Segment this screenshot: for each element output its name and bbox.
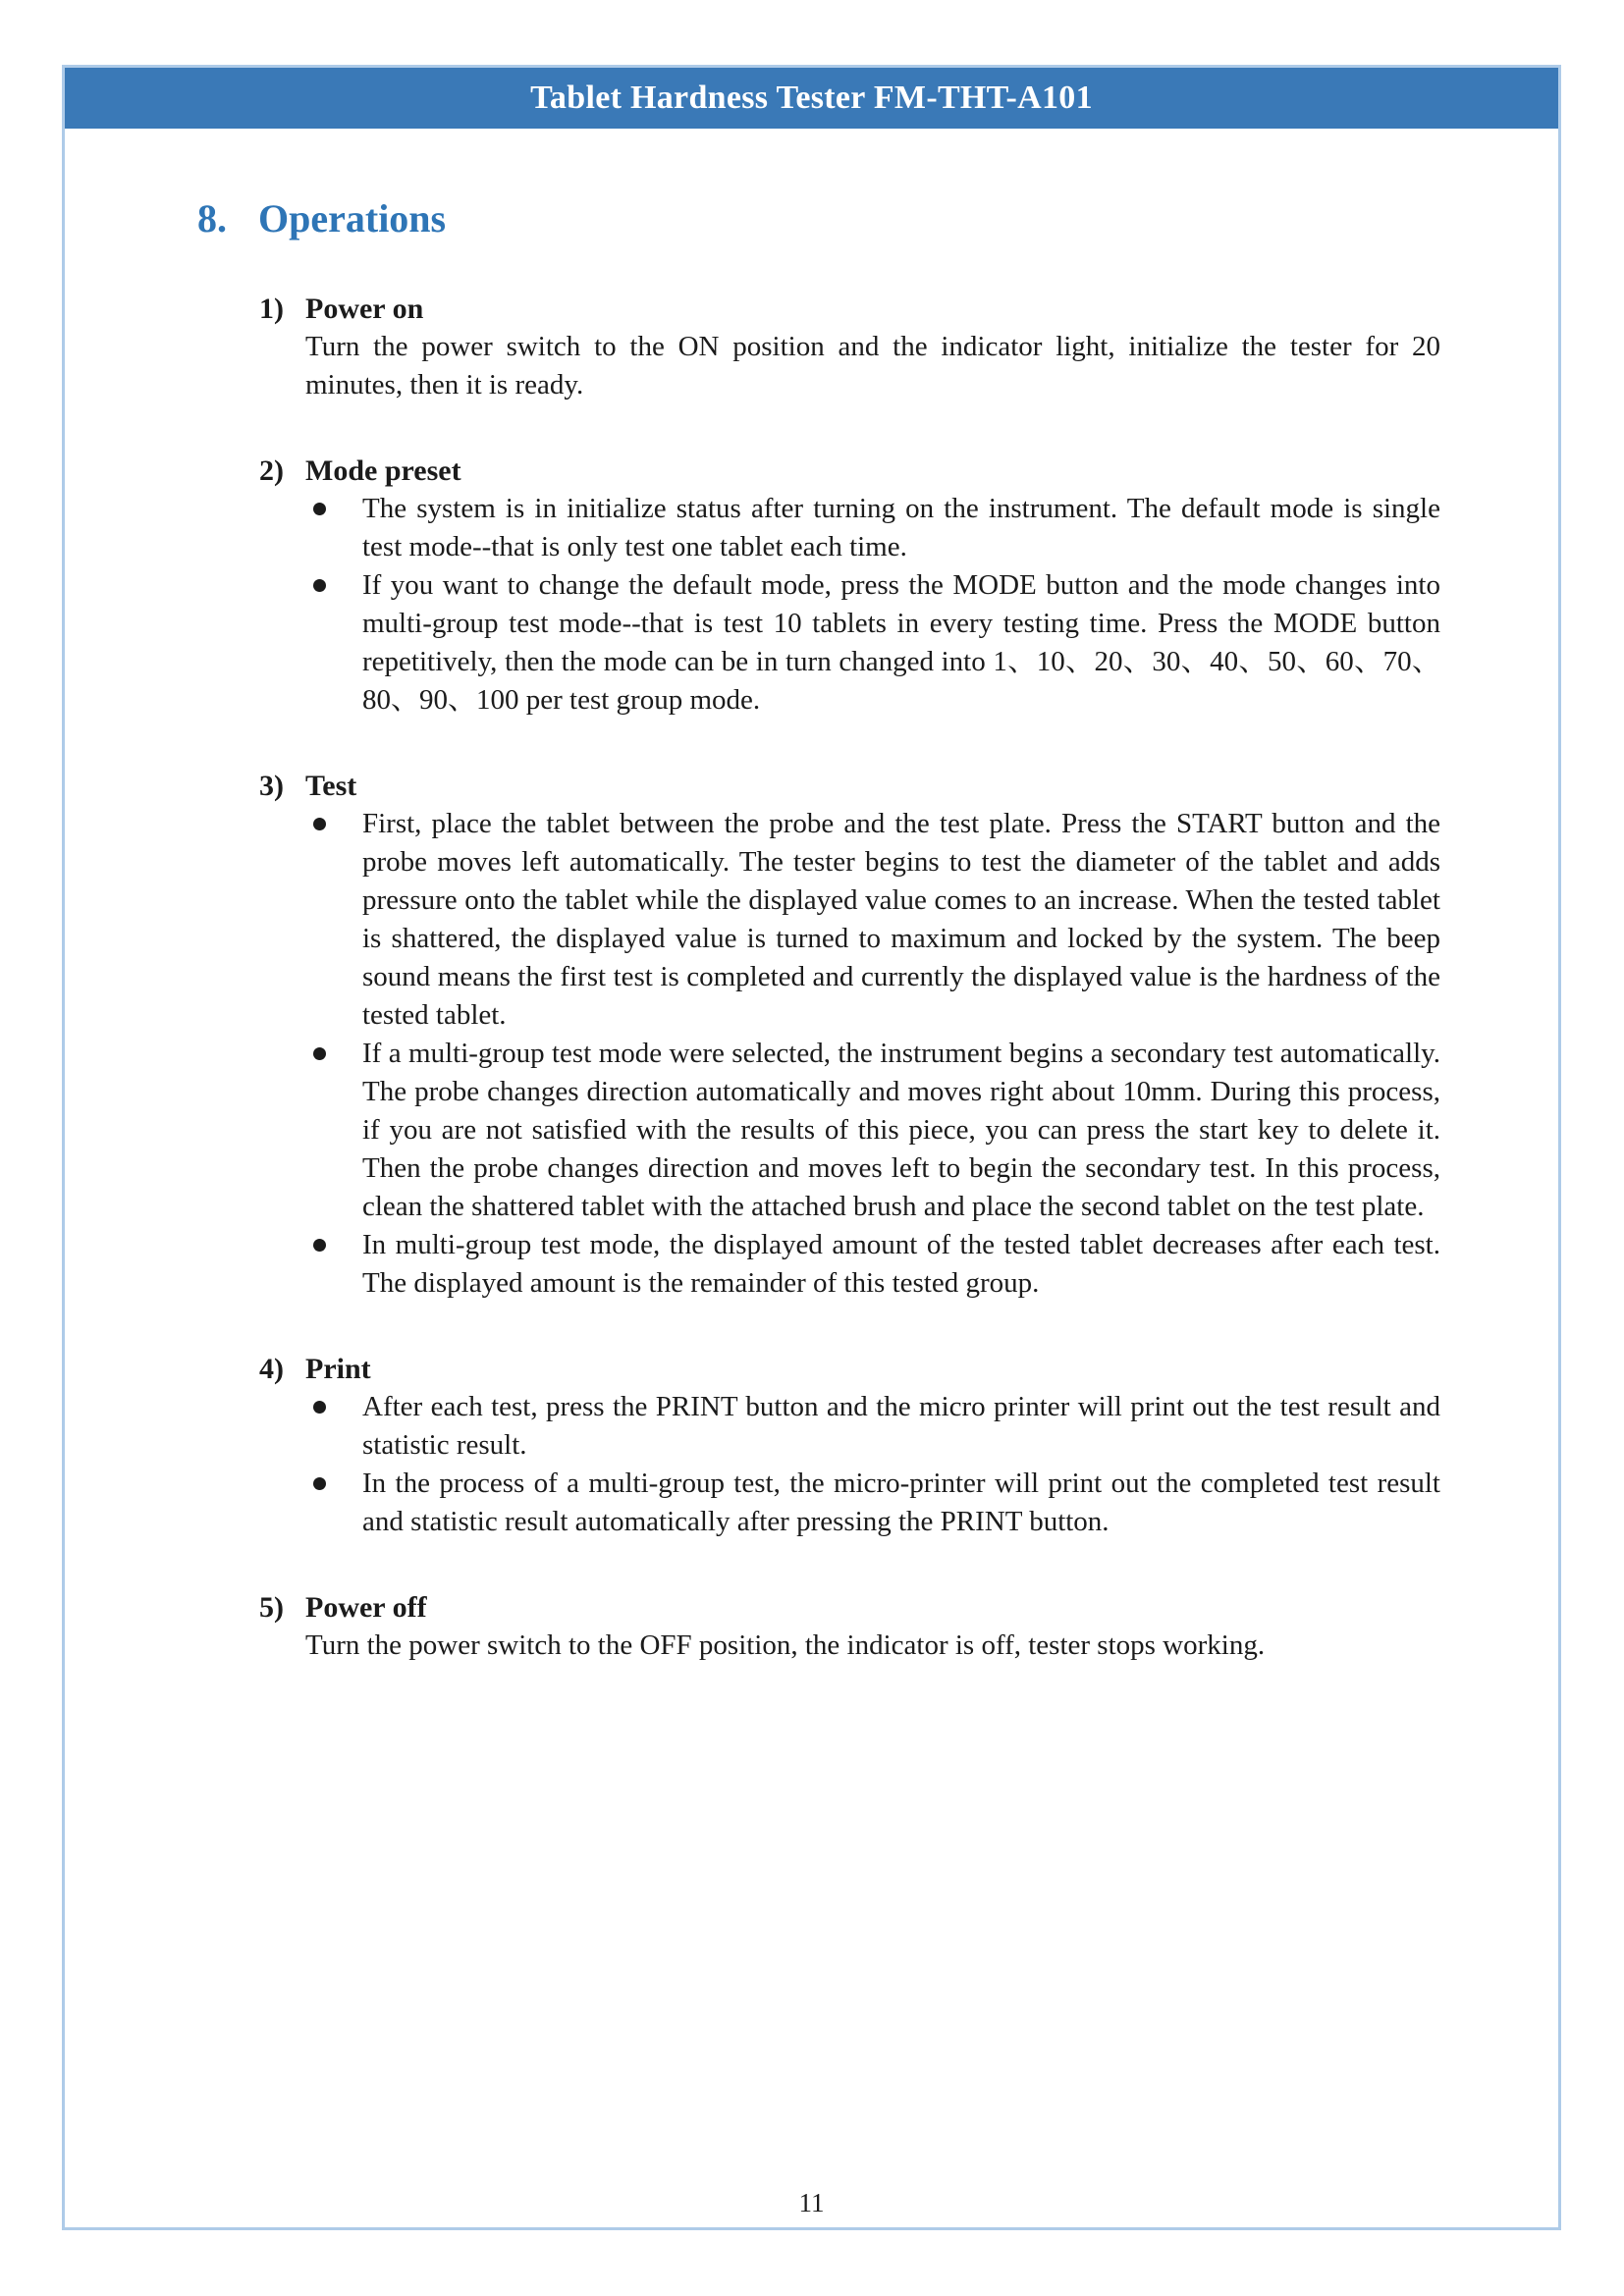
- item-title: Mode preset: [305, 454, 461, 487]
- bullet-list: [305, 805, 1440, 1303]
- item-number: 2): [259, 454, 284, 487]
- bullet-text: In the process of a multi-group test, the micro-printer will print out the completed test result and statistic result automatically after pressing the PRINT button.: [362, 1468, 1440, 1537]
- section-heading: [197, 195, 1440, 242]
- item-number: 4): [259, 1353, 284, 1385]
- bullet-list: [305, 490, 1440, 720]
- bullet-icon: [313, 503, 326, 515]
- item-body: [305, 490, 1440, 720]
- bullet-text: After each test, press the PRINT button and the micro printer will print out the test result and statistic result.: [362, 1391, 1440, 1461]
- operations-list: [259, 290, 1440, 1665]
- bullet-text: In multi-group test mode, the displayed amount of the tested tablet decreases after each test. The displayed amount is the remainder of this tested group.: [362, 1229, 1440, 1299]
- section-title: Operations: [258, 196, 447, 240]
- item-head: [259, 1588, 1440, 1627]
- bullet-icon: [313, 1047, 326, 1060]
- item-paragraph: Turn the power switch to the ON position and the indicator light, initialize the tester for 20 minutes, then it is ready.: [305, 331, 1440, 400]
- bullet-item: [305, 490, 1440, 566]
- item-body: [305, 805, 1440, 1303]
- bullet-text: If a multi-group test mode were selected, the instrument begins a secondary test automatically. The probe changes direction automatically and moves right about 10mm. During this process, if you are not satisfied with the results of this piece, you can press the start key to delete it. Then the probe changes direction and moves left to begin the secondary test. In this process, clean the shattered tablet with the attached brush and place the second tablet on the test plate.: [362, 1038, 1440, 1222]
- item-number: 3): [259, 770, 284, 802]
- item-title: Power off: [305, 1591, 427, 1624]
- bullet-icon: [313, 818, 326, 830]
- header-bar: [65, 68, 1558, 129]
- bullet-icon: [313, 1477, 326, 1490]
- bullet-item: [305, 1465, 1440, 1541]
- item-title: Print: [305, 1353, 371, 1385]
- bullet-item: [305, 1226, 1440, 1303]
- section-number: 8.: [197, 196, 227, 240]
- item-head: [259, 767, 1440, 805]
- item-number: 5): [259, 1591, 284, 1624]
- item-number: 1): [259, 293, 284, 325]
- page-body: [65, 195, 1558, 1665]
- operation-item-power-on: [259, 290, 1440, 404]
- item-body: [305, 1388, 1440, 1541]
- bullet-icon: [313, 1239, 326, 1252]
- item-body: [305, 328, 1440, 404]
- bullet-icon: [313, 579, 326, 592]
- bullet-item: [305, 1388, 1440, 1465]
- item-title: Power on: [305, 293, 424, 325]
- bullet-item: [305, 566, 1440, 720]
- item-paragraph: Turn the power switch to the OFF position, the indicator is off, tester stops working.: [305, 1629, 1266, 1661]
- item-title: Test: [305, 770, 357, 802]
- document-frame: [62, 65, 1561, 2230]
- bullet-icon: [313, 1401, 326, 1414]
- bullet-text: If you want to change the default mode, press the MODE button and the mode changes into multi-group test mode--that is test 10 tablets in every testing time. Press the MODE button repetitively, then the mode can be in turn changed into 1、10、20、30、40、50、60、70、80、90、100 per test group mode.: [362, 569, 1440, 716]
- bullet-text: First, place the tablet between the probe and the test plate. Press the START button and the probe moves left automatically. The tester begins to test the diameter of the tablet and adds pressure onto the tablet while the displayed value comes to an increase. When the tested tablet is shattered, the displayed value is turned to maximum and locked by the system. The beep sound means the first test is completed and currently the displayed value is the hardness of the tested tablet.: [362, 808, 1440, 1031]
- item-head: [259, 290, 1440, 328]
- item-body: [305, 1627, 1440, 1665]
- bullet-item: [305, 1035, 1440, 1226]
- bullet-list: [305, 1388, 1440, 1541]
- operation-item-print: [259, 1350, 1440, 1541]
- bullet-text: The system is in initialize status after turning on the instrument. The default mode is single test mode--that is only test one tablet each time.: [362, 493, 1440, 562]
- item-head: [259, 1350, 1440, 1388]
- page-number: 11: [798, 2188, 825, 2217]
- item-head: [259, 452, 1440, 490]
- bullet-item: [305, 805, 1440, 1035]
- operation-item-power-off: [259, 1588, 1440, 1665]
- operation-item-mode-preset: [259, 452, 1440, 720]
- document-title: Tablet Hardness Tester FM-THT-A101: [530, 80, 1093, 116]
- operation-item-test: [259, 767, 1440, 1303]
